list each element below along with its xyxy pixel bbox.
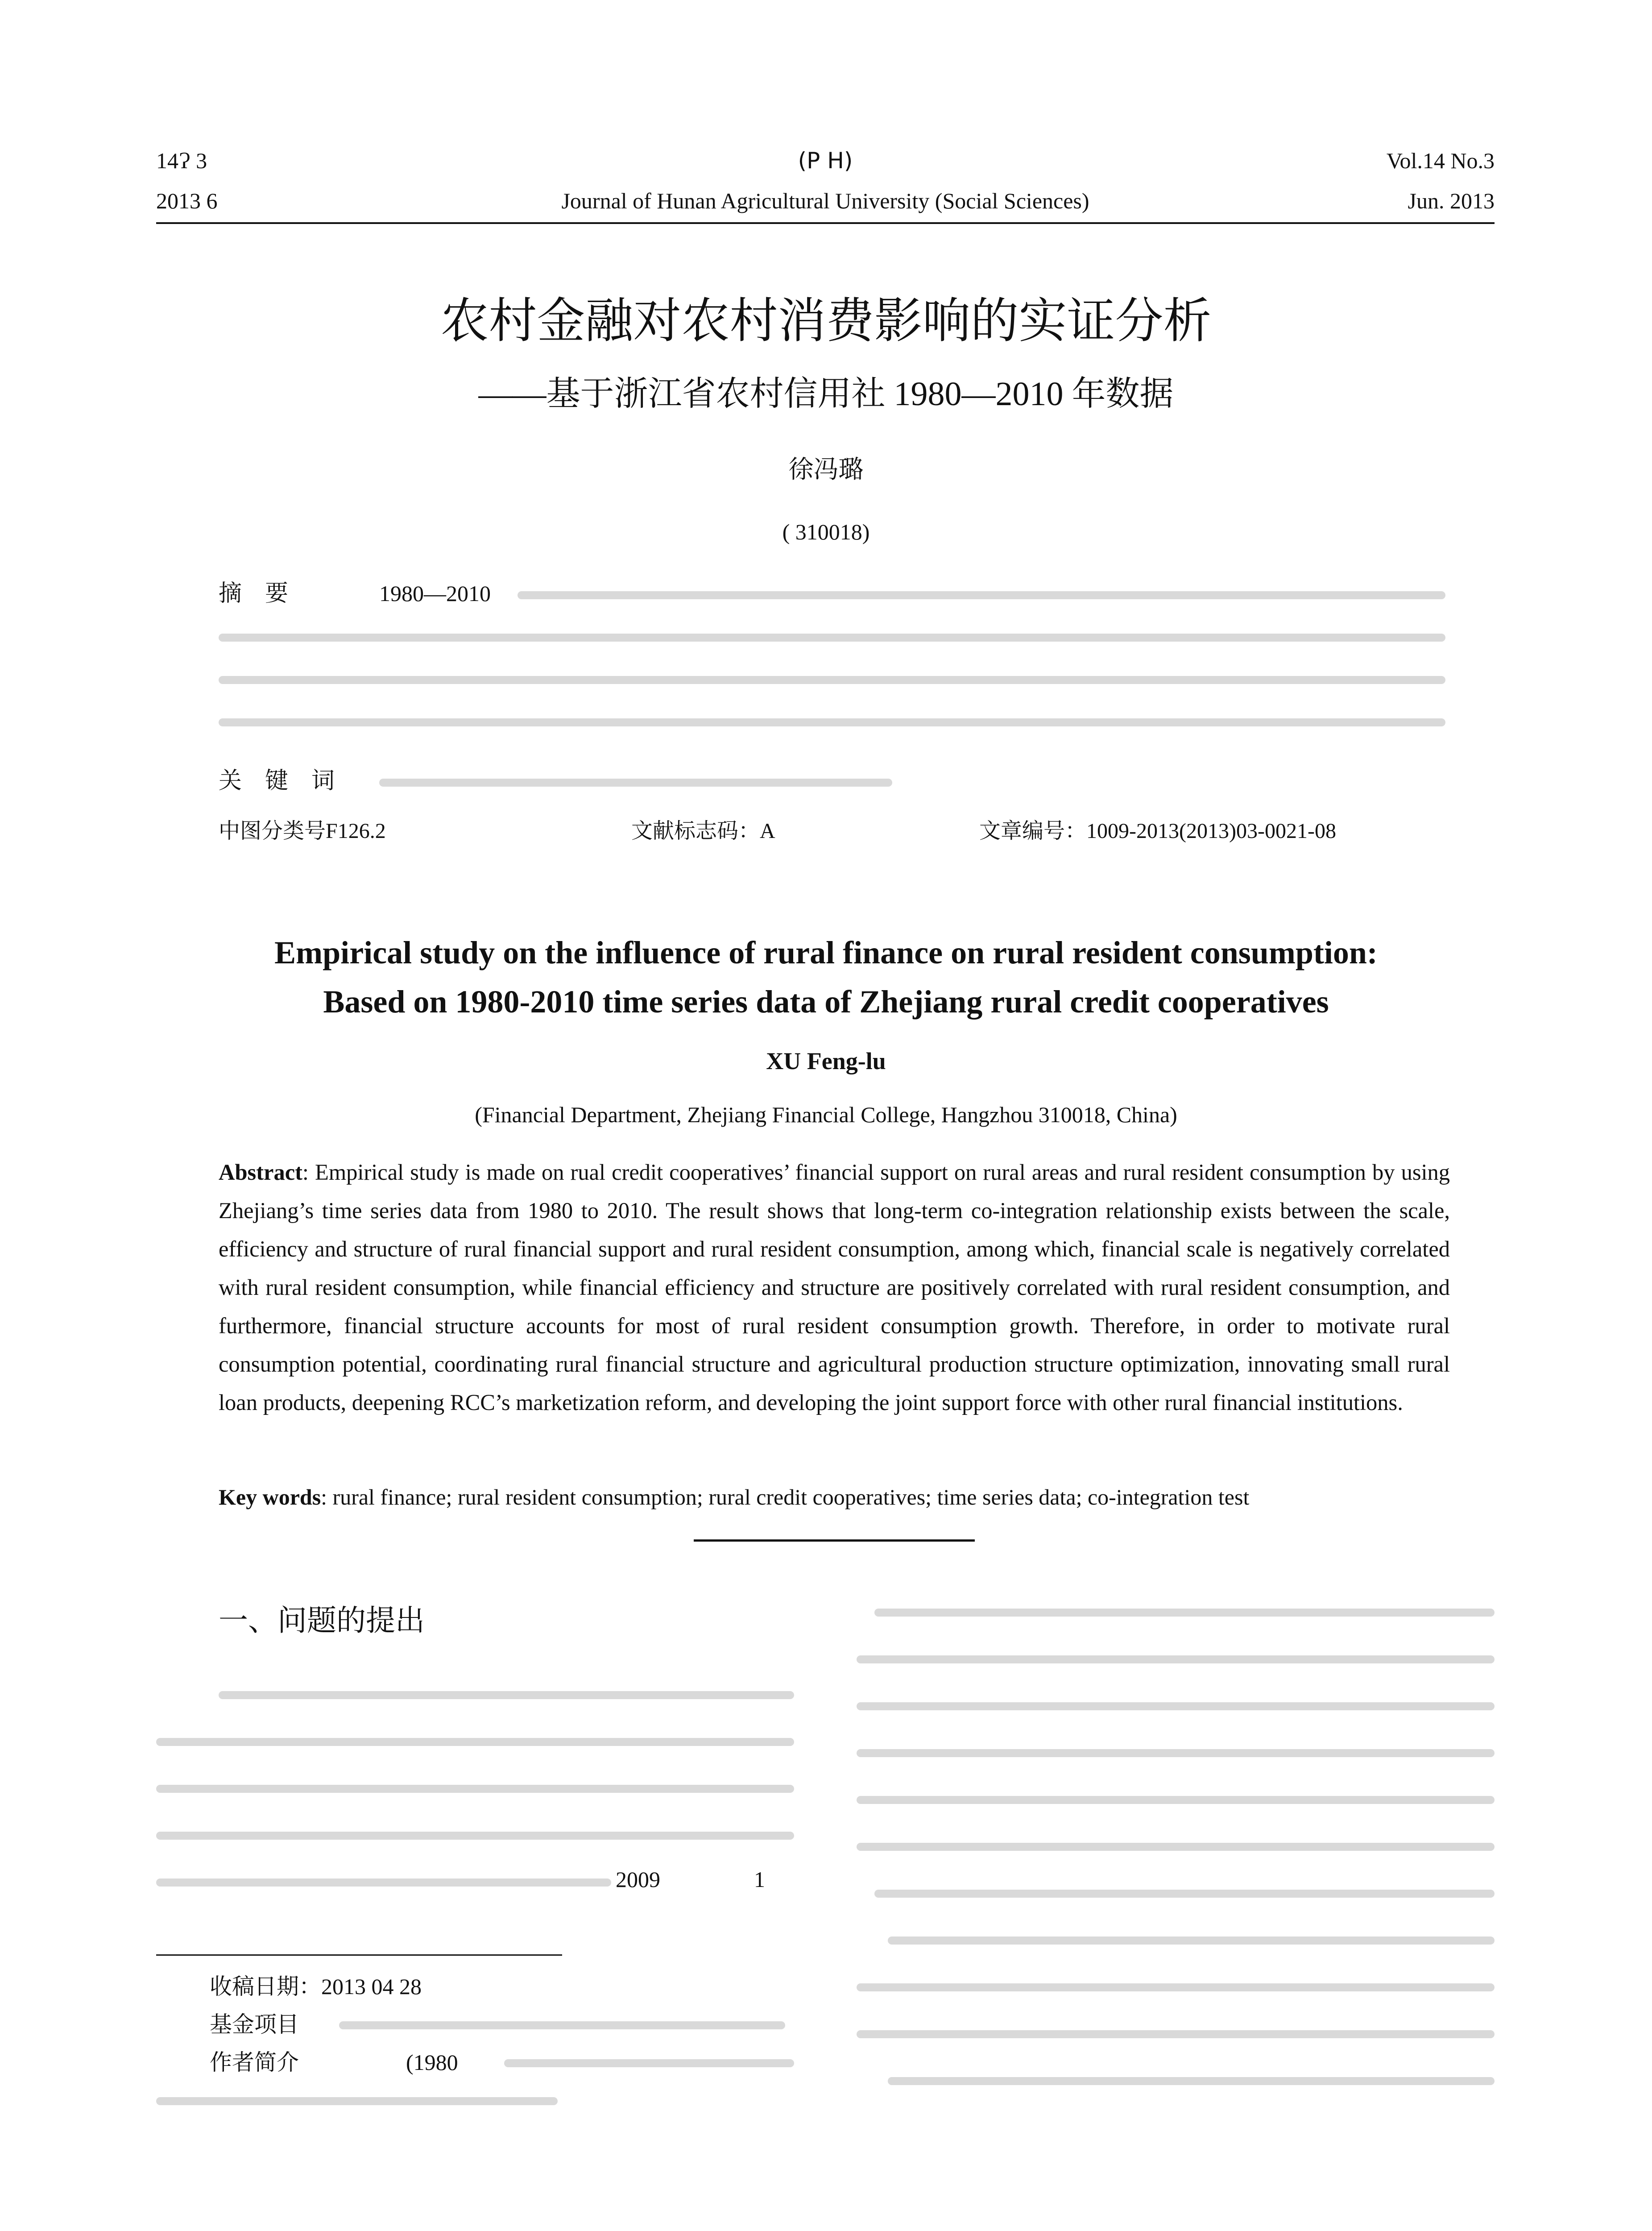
journal-title-cn: (P H) (798, 148, 853, 174)
author-birth-year: (1980 (406, 2050, 458, 2075)
separator-rule (694, 1539, 975, 1542)
body-text-line (857, 1983, 1495, 1991)
abstract-cn-line (219, 676, 1445, 684)
fund-label: 基金项目 (210, 2011, 299, 2037)
keywords-label-cn: 关 键 词 (219, 767, 335, 794)
document-code (631, 817, 775, 845)
author-bio-label: 作者简介 (210, 2049, 299, 2075)
body-text-line (156, 1832, 794, 1840)
abstract-cn-line (219, 718, 1445, 726)
running-header-row-1 (156, 147, 1495, 174)
running-header-row-2 (156, 187, 1495, 214)
issue-date-en: Jun. 2013 (1408, 188, 1495, 213)
body-text-line (857, 1655, 1495, 1663)
body-text-line (857, 1702, 1495, 1710)
body-text-line (156, 1879, 611, 1887)
abstract-label-en: Abstract (219, 1160, 302, 1185)
clc-number (219, 817, 386, 845)
body-text-line (219, 1691, 794, 1699)
author-bio-line (504, 2059, 794, 2067)
article-number (979, 817, 1336, 845)
footnote-rule (156, 1954, 562, 1956)
article-subtitle-cn: ——基于浙江省农村信用社 1980—2010 年数据 (478, 375, 1174, 413)
volume-info-en: Vol.14 No.3 (1386, 148, 1495, 173)
clc-label: 中图分类号 (219, 818, 326, 843)
article-number-value: 1009-2013(2013)03-0021-08 (1086, 819, 1336, 843)
body-fragment-number: 1 (754, 1867, 765, 1892)
article-title-en-line-1: Empirical study on the influence of rural finance on rural resident consumption: (274, 935, 1378, 970)
abstract-label-cn: 摘 要 (219, 580, 289, 607)
body-text-line (156, 1738, 794, 1746)
body-text-line (874, 1609, 1495, 1617)
body-text-line (888, 1937, 1495, 1945)
body-text-line (874, 1890, 1495, 1898)
issue-date-cn: 2013 6 (156, 188, 218, 213)
keywords-en (219, 1481, 1450, 1513)
doc-code-label: 文献标志码： (631, 818, 760, 843)
abstract-cn-line (518, 591, 1445, 599)
article-title-en-line-2: Based on 1980-2010 time series data of Zhejiang rural credit cooperatives (323, 984, 1329, 1020)
author-bio (210, 2048, 299, 2077)
author-bio-line (156, 2097, 558, 2105)
abstract-en (219, 1153, 1450, 1422)
body-text-line (857, 1749, 1495, 1757)
author-name-en: XU Feng-lu (766, 1048, 886, 1074)
body-text-line (857, 1796, 1495, 1804)
author-address-en: (Financial Department, Zhejiang Financial College, Hangzhou 310018, China) (475, 1102, 1177, 1127)
volume-info-cn: 14Ɂ 3 (156, 148, 207, 173)
body-text-line (857, 2030, 1495, 2038)
article-title-cn: 农村金融对农村消费影响的实证分析 (440, 293, 1212, 349)
body-text-line (156, 1785, 794, 1793)
author-name-cn: 徐冯璐 (788, 455, 864, 484)
abstract-text-en: : Empirical study is made on rual credit cooperatives’ financial support on rural areas and rural resident consumption by using Zhejiang’s time series data from 1980 to 2010. The result shows that long-term co-integration relationship exists between the scale, efficiency and structure of rural financial support and rural resident consumption, among which, financial scale is negatively correlated with rural resident consumption, while financial efficiency and structure are positively correlated with rural resident consumption, and furthermore, financial structure accounts for most of rural resident consumption growth. Therefore, in order to motivate rural consumption potential, coordinating rural financial structure and agricultural production structure optimization, innovating small rural loan products, deepening RCC’s marketization reform, and developing the joint support force with other rural financial institutions. (219, 1160, 1450, 1415)
clc-value: F126.2 (326, 819, 386, 843)
abstract-start-cn: 1980—2010 (379, 581, 491, 606)
section-heading: 一、问题的提出 (219, 1603, 425, 1638)
received-value: 2013 04 28 (321, 1974, 422, 1999)
received-date (210, 1972, 422, 2001)
body-fragment-year: 2009 (616, 1867, 660, 1892)
journal-title-en: Journal of Hunan Agricultural University (Social Sciences) (561, 188, 1089, 213)
article-number-label: 文章编号： (979, 818, 1087, 843)
body-text-line (888, 2077, 1495, 2085)
received-label: 收稿日期： (210, 1974, 321, 1999)
abstract-cn-line (219, 634, 1445, 642)
doc-code-value: A (760, 819, 775, 843)
header-rule (156, 222, 1495, 224)
author-address-cn: ( 310018) (782, 519, 870, 544)
keywords-cn-line (379, 779, 892, 787)
keywords-label-en: Key words (219, 1485, 321, 1509)
keywords-text-en: : rural finance; rural resident consumption; rural credit cooperatives; time series data; co-integration test (321, 1485, 1250, 1509)
fund-text-line (339, 2021, 785, 2029)
body-text-line (857, 1843, 1495, 1851)
